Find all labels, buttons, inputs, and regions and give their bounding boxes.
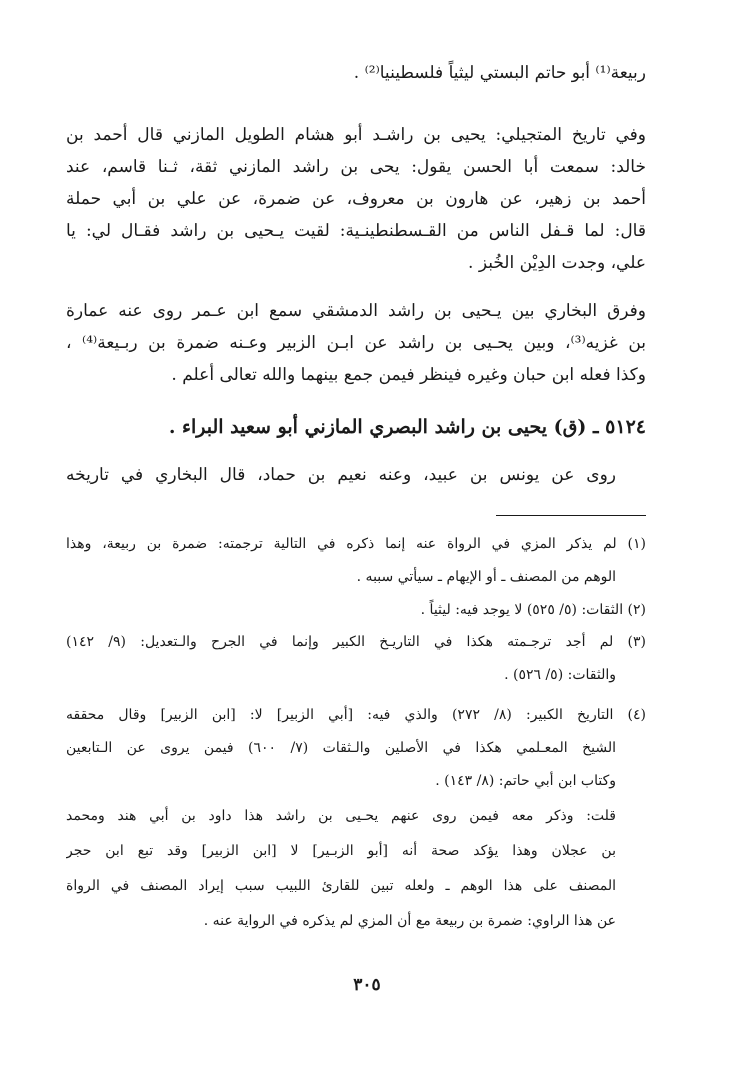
paragraph-1-line-1: وفي تاريخ المتجيلي: يحيى بن راشـد أبو هشام الطويل المازني قال أحمد بن — [66, 125, 646, 145]
footnote-4-line-1: (٤) التاريخ الكبير: (٨/ ٢٧٢) والذي فيه: [أبي الزبير] لا: [ابن الزبير] وقال محققه — [66, 707, 646, 723]
footnote-separator — [496, 515, 646, 516]
paragraph-1-line-2: خالد: سمعت أبا الحسن يقول: يحى بن راشد المازني ثقة، ثـنا قاسم، عند — [66, 157, 646, 177]
footnote-2: (٢) الثقات: (٥/ ٥٢٥) لا يوجد فيه: ليثياً . — [420, 602, 646, 618]
footnote-4-line-2: الشيخ المعـلمي هكذا في الأصلين والـثقات (٧/ ٦٠٠) فيمن يروى عن الـتابعين — [66, 740, 616, 756]
paragraph-2-line-1: وفرق البخاري بين يـحيى بن راشد الدمشقي سمع ابن عـمر روى عنه عمارة — [66, 301, 646, 321]
paragraph-1-line-4: قال: لما قـفل الناس من القـسطنطينـية: لقيت يـحيى بن راشد فقـال لي: يا — [66, 221, 646, 241]
footnote-1-line-1: (١) لم يذكر المزي في الرواة عنه إنما ذكره في التالية ترجمته: ضمرة بن ربيعة، وهذا — [66, 536, 646, 552]
page-number: ٣٠٥ — [353, 975, 381, 995]
paragraph-1-line-5: علي، وجدت الدِيْن الخُبز . — [468, 253, 646, 273]
footnote-note-line-4: عن هذا الراوي: ضمرة بن ربيعة مع أن المزي لم يذكره في الرواية عنه . — [203, 913, 616, 929]
paragraph-1-line-3: أحمد بن زهير، عن هارون بن معروف، عن ضمرة، عن علي بن أبي حملة — [66, 189, 646, 209]
paragraph-2-line-3: وكذا فعله ابن حبان وغيره فينظر فيمن جمع بينهما والله تعالى أعلم . — [171, 365, 646, 385]
footnote-1-line-2: الوهم من المصنف ـ أو الإيهام ـ سيأتي سببه . — [356, 569, 616, 585]
footnote-3-line-1: (٣) لم أجد ترجـمته هكذا في التاريـخ الكبير وإنما في الجرح والـتعديل: (٩/ ١٤٢) — [66, 634, 646, 650]
paragraph-2-line-2: بن غزيه⁽³⁾، وبين يحـيى بن راشد عن ابـن الزبير وعـنه ضمرة بن ربـيعة⁽⁴⁾ ، — [66, 333, 646, 353]
footnote-4-line-3: وكتاب ابن أبي حاتم: (٨/ ١٤٣) . — [435, 773, 616, 789]
entry-heading: ٥١٢٤ ـ (ق) يحيى بن راشد البصري المازني أبو سعيد البراء . — [168, 416, 646, 438]
footnote-note-line-1: قلت: وذكر معه فيمن روى عنهم يحـيى بن راشد هذا داود بن أبي هند ومحمد — [66, 808, 616, 824]
footnote-3-line-2: والثقات: (٥/ ٥٢٦) . — [504, 667, 616, 683]
footnote-note-line-2: بن عجلان وهذا يؤكد صحة أنه [أبو الزبـير] لا [ابن الزبير] وقد تبع ابن حجر — [66, 843, 616, 859]
entry-first-line: روى عن يونس بن عبيد، وعنه نعيم بن حماد، قال البخاري في تاريخه — [66, 465, 616, 485]
intro-line: ربيعة⁽¹⁾ أبو حاتم البستي ليثياً فلسطينيا⁽²⁾ . — [353, 63, 646, 83]
footnote-note-line-3: المصنف على هذا الوهم ـ ولعله تبين للقارئ اللبيب سبب إيراد المصنف في الرواة — [66, 878, 616, 894]
